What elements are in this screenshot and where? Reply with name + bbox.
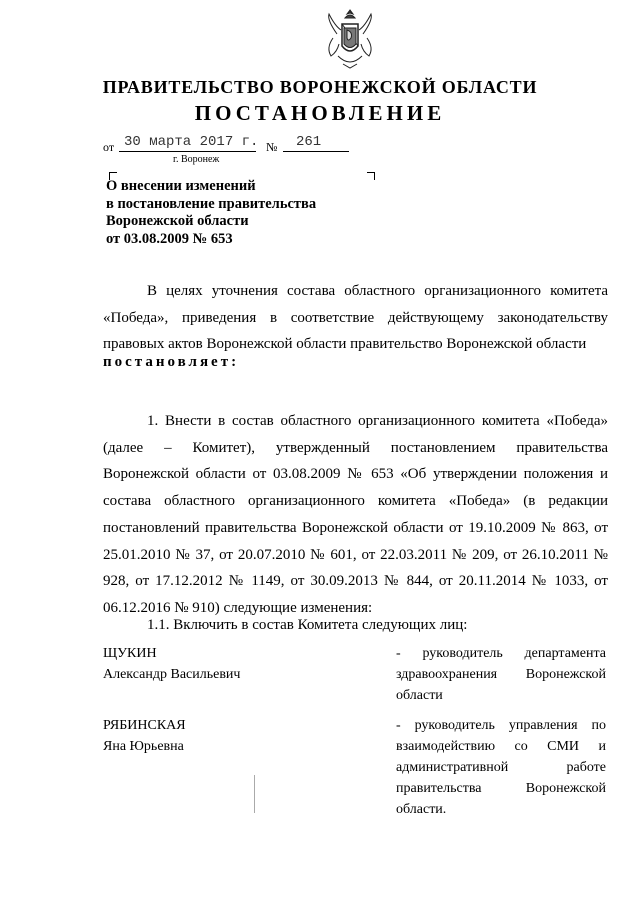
item-1-1: 1.1. Включить в состав Комитета следующих лиц: bbox=[147, 617, 468, 633]
organization-name: ПРАВИТЕЛЬСТВО ВОРОНЕЖСКОЙ ОБЛАСТИ bbox=[102, 77, 538, 97]
title-line: в постановление правительства bbox=[106, 195, 317, 212]
date-underline bbox=[119, 151, 256, 152]
member-role: - руководитель департамента здравоохранения Воронежской области bbox=[396, 646, 606, 703]
title-bracket-right bbox=[367, 172, 375, 180]
number-underline bbox=[283, 151, 349, 152]
document-date: 30 марта 2017 г. bbox=[124, 134, 259, 150]
title-line: от 03.08.2009 № 653 bbox=[106, 230, 233, 247]
coat-of-arms-icon bbox=[323, 8, 377, 72]
member-given-name: Яна Юрьевна bbox=[103, 739, 184, 754]
number-prefix: № bbox=[266, 140, 278, 154]
title-line: Воронежской области bbox=[106, 213, 249, 229]
preamble-paragraph: В целях уточнения состава областного организационного комитета «Победа», приведения в соответствие действующему законодательству правовых актов Воронежской области правительство Воронежской области bbox=[103, 283, 608, 353]
date-prefix: от bbox=[103, 140, 115, 154]
member-surname: ЩУКИН bbox=[103, 646, 157, 661]
member-given-name: Александр Васильевич bbox=[103, 667, 241, 682]
member-role: - руководитель управления по взаимодействию со СМИ и административной работе правительства Воронежской области. bbox=[396, 718, 606, 817]
resolve-word: постановляет: bbox=[103, 354, 240, 370]
document-type: ПОСТАНОВЛЕНИЕ bbox=[194, 101, 446, 125]
document-title bbox=[106, 178, 316, 248]
scan-mark-line bbox=[254, 775, 255, 813]
member-surname: РЯБИНСКАЯ bbox=[103, 718, 186, 733]
title-line: О внесении изменений bbox=[106, 178, 256, 194]
member-name-block bbox=[103, 643, 240, 685]
city: г. Воронеж bbox=[173, 154, 220, 165]
item-1-paragraph: 1. Внести в состав областного организационного комитета «Победа» (далее – Комитет), утвержденный постановлением правительства Воронежской области от 03.08.2009 № 653 «Об утверждении положения и состава областного организационного комитета «Победа» (в редакции постановлений правительства Воронежской области от 19.10.2009 № 863, от 25.01.2010 № 37, от 20.07.2010 № 601, от 22.03.2011 № 209, от 26.10.2011 № 928, от 17.12.2012 № 1149, от 30.09.2013 № 844, от 20.11.2014 № 1033, от 06.12.2016 № 910) следующие изменения: bbox=[103, 413, 608, 616]
member-name-block bbox=[103, 715, 186, 757]
document-number: 261 bbox=[296, 134, 322, 150]
